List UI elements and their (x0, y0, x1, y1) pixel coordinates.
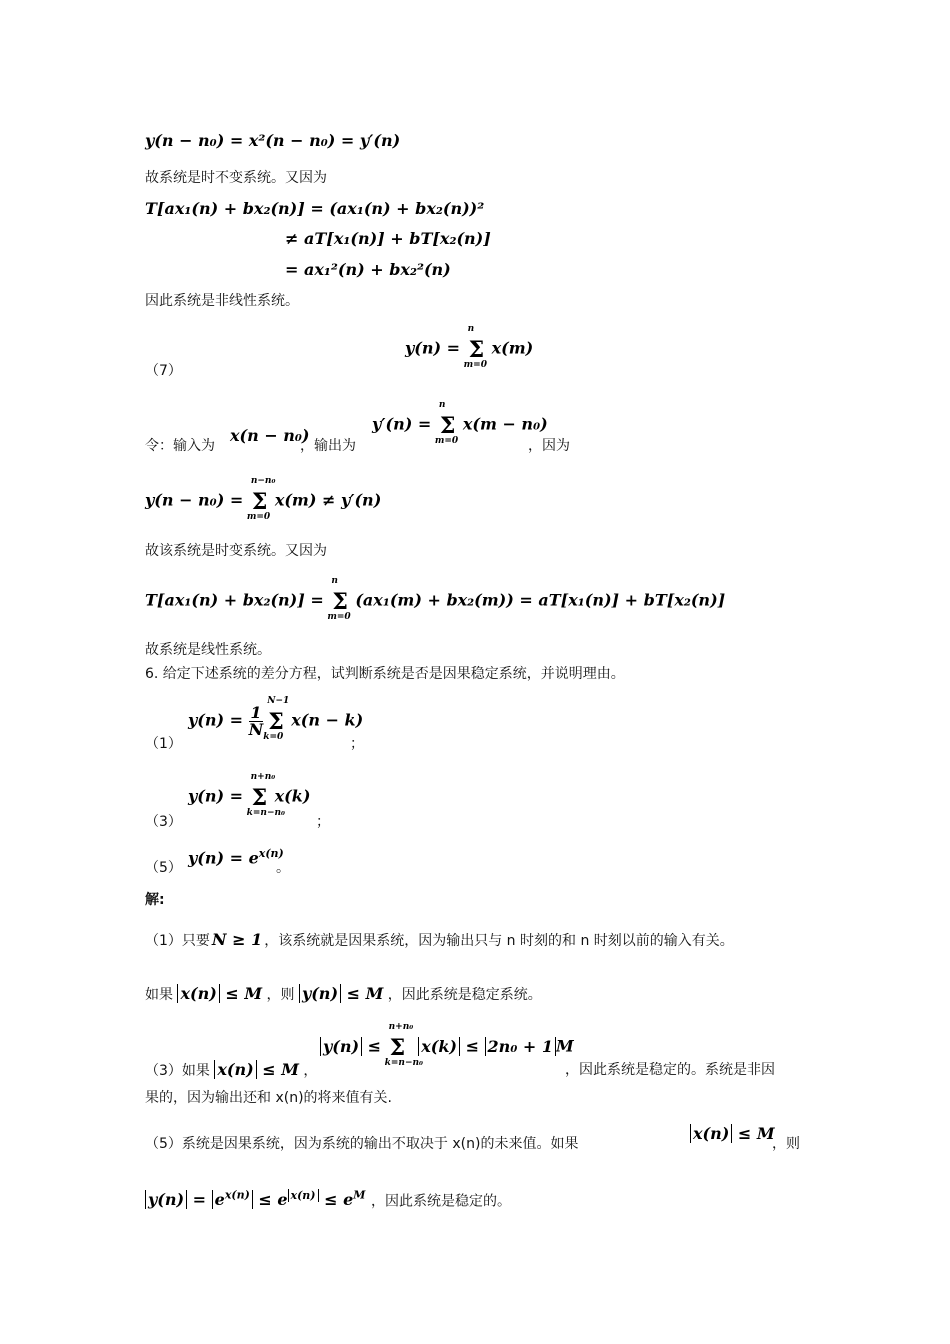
text-line: 果的，因为输出还和 x(n)的将来值有关. (145, 1090, 392, 1106)
equation-7: y(n) = n Σ m=0 x(m) (405, 324, 534, 370)
text-line: ，输出为 (300, 438, 356, 454)
text-line: 故系统是时不变系统。又因为 (145, 170, 327, 186)
solution-heading: 解: (145, 892, 165, 908)
solution-5: （5）系统是因果系统，因为系统的输出不取决于 x(n)的未来值。如果 (145, 1136, 579, 1152)
equation-8: y(n − n₀) = n−n₀ Σ m=0 x(m) ≠ y′(n) (145, 476, 382, 522)
text-line: 令：输入为 (145, 438, 215, 454)
text-line: 故系统是线性系统。 (145, 642, 271, 658)
equation-output: y′(n) = n Σ m=0 x(m − n₀) (372, 400, 548, 446)
equation-q3: y(n) = n+n₀ Σ k=n−n₀ x(k) (188, 772, 311, 818)
label-7: （7） (145, 363, 182, 379)
label-3: （3） (145, 814, 182, 830)
text-line: ，因此系统是稳定的。系统是非因 (565, 1062, 775, 1078)
equation-q5: $y(n) = e^{x(n)}$ (188, 847, 284, 868)
equation-sol5-cond: x(n) ≤ M (690, 1124, 775, 1143)
label-1: （1） (145, 736, 182, 752)
solution-5-stability: $y(n) = e^{x(n)} \le e$ $^{x(n)} \le e^M$ ，因此系统是稳定的。 (145, 1186, 511, 1211)
equation-linearity-3: = ax₁²(n) + bx₂²(n) (285, 260, 451, 279)
text-line: ，则 (772, 1136, 800, 1152)
text-line: 故该系统是时变系统。又因为 (145, 543, 327, 559)
solution-1-stability: 如果 x(n) ≤ M ，则 y(n) ≤ M ，因此系统是稳定系统。 (145, 984, 542, 1003)
label-5: （5） (145, 860, 182, 876)
equation-linearity-2: ≠ aT[x₁(n)] + bT[x₂(n)] (285, 229, 491, 248)
solution-3: （3）如果 x(n) ≤ M ， (145, 1060, 318, 1079)
equation-9: T[ax₁(n) + bx₂(n)] = n Σ m=0 (ax₁(m) + bx₂(m)) = aT[x₁(n)] + bT[x₂(n)] (145, 576, 726, 622)
text-line: 因此系统是非线性系统。 (145, 293, 299, 309)
question-6: 6. 给定下述系统的差分方程，试判断系统是否是因果稳定系统，并说明理由。 (145, 666, 625, 682)
equation-input: x(n − n₀) (230, 426, 310, 445)
equation-linearity-1: T[ax₁(n) + bx₂(n)] = (ax₁(n) + bx₂(n))² (145, 199, 485, 218)
solution-1: （1）只要 N ≥ 1 ，该系统就是因果系统，因为输出只与 n 时刻的和 n 时刻以前的输入有关。 (145, 930, 734, 949)
text-line: ； (316, 814, 330, 830)
text-line: 。 (276, 860, 290, 876)
equation-q1: y(n) = $\frac{1}{N}$ N−1 Σ k=0 x(n − k) (188, 696, 364, 742)
text-line: ，因为 (528, 438, 570, 454)
text-line: ； (350, 736, 364, 752)
equation-time-invariant: y(n − n₀) = x²(n − n₀) = y′(n) (145, 131, 401, 150)
equation-sol3: y(n) ≤ n+n₀ Σ k=n−n₀ x(k) ≤ 2n₀ + 1 M (320, 1030, 574, 1064)
